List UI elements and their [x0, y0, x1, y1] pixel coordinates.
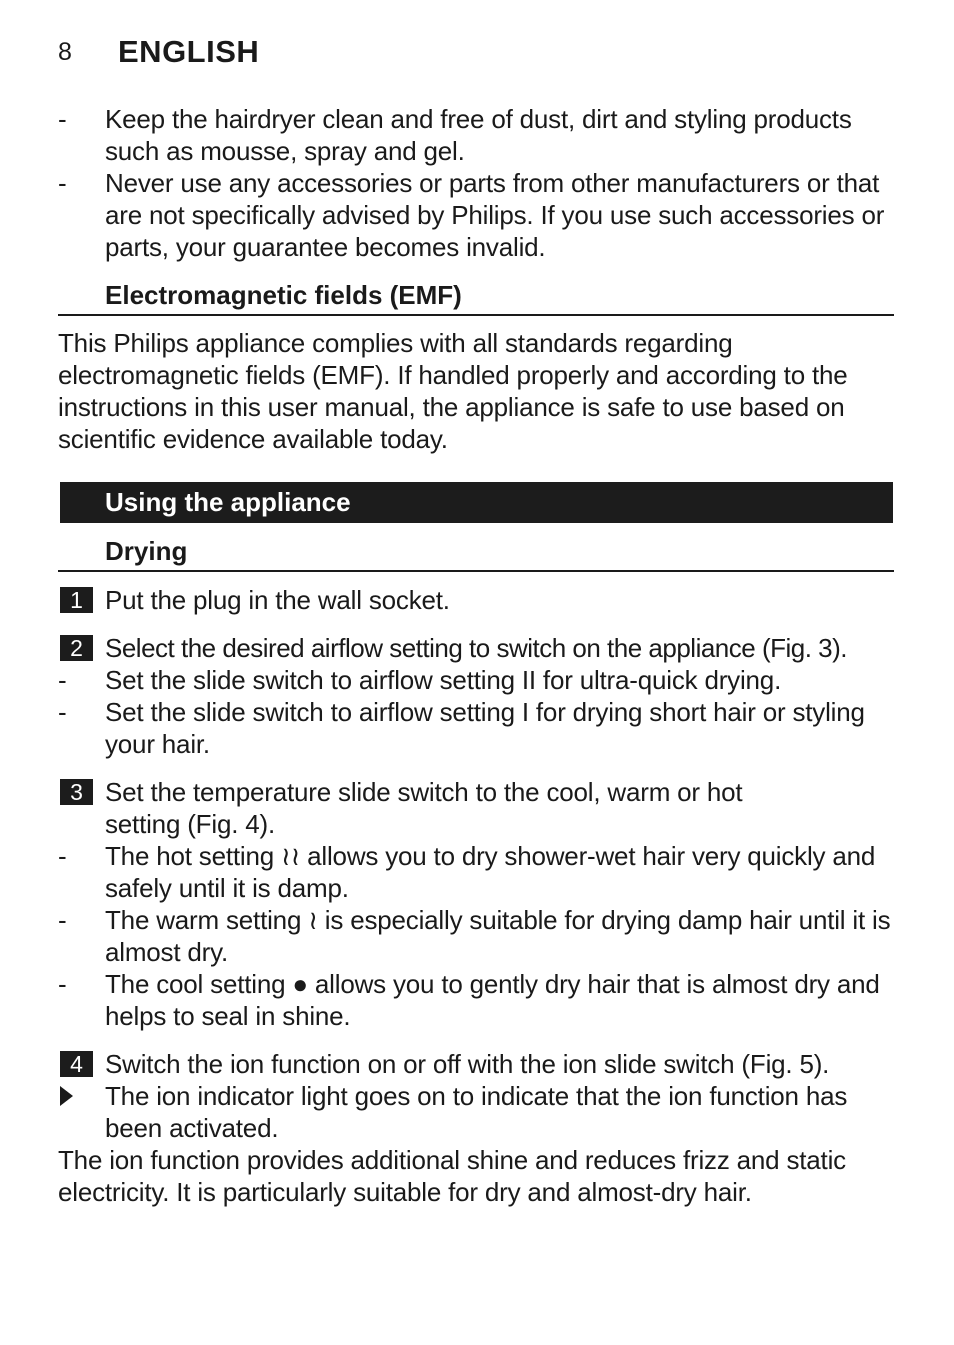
bullet-text: The warm setting ≀ is especially suitable for drying damp hair until it is almost dry. [105, 905, 891, 967]
bullet-text: Set the slide switch to airflow setting II for ultra-quick drying. [105, 665, 782, 695]
bullet-text: The cool setting ● allows you to gently dry hair that is almost dry and helps to seal in shine. [105, 969, 880, 1031]
result-text: The ion indicator light goes on to indicate that the ion function has been activated. [105, 1081, 848, 1143]
list-item [58, 664, 894, 696]
bullet-dash: - [58, 841, 67, 871]
list-item [58, 904, 894, 968]
bullet-dash: - [58, 665, 67, 695]
bullet-dash: - [58, 697, 67, 727]
emf-heading-text: Electromagnetic fields (EMF) [105, 280, 462, 310]
step-2 [58, 632, 896, 664]
bullet-dash: - [58, 905, 67, 935]
step-text: Select the desired airflow setting to switch on the appliance (Fig. 3). [105, 633, 848, 663]
page-number: 8 [58, 38, 72, 66]
step-result [58, 1080, 896, 1144]
step-number: 4 [60, 1051, 93, 1077]
bullet-text: The hot setting ≀≀ allows you to dry shower-wet hair very quickly and safely until it is damp. [105, 841, 876, 903]
drying-subheading [58, 535, 894, 572]
step-text: Switch the ion function on or off with the ion slide switch (Fig. 5). [105, 1049, 830, 1079]
drying-heading-text: Drying [105, 536, 188, 566]
emf-paragraph: This Philips appliance complies with all standards regarding electromagnetic fields (EMF). If handled properly and according to the instructions in this user manual, the appliance is safe to use based on scientific evidence available today. [58, 328, 848, 454]
step-number: 3 [60, 779, 93, 805]
bullet-text: Set the slide switch to airflow setting I for drying short hair or styling your hair. [105, 697, 865, 759]
bullet-dash: - [58, 969, 67, 999]
bullet-text: Never use any accessories or parts from other manufacturers or that are not specifically advised by Philips. If you use such accessories or parts, your guarantee becomes invalid. [105, 168, 885, 262]
step-3 [58, 776, 896, 840]
step-1 [58, 584, 896, 616]
step-text: Put the plug in the wall socket. [105, 585, 450, 615]
result-arrow-icon [60, 1086, 73, 1106]
bullet-dash: - [58, 104, 67, 134]
step-4 [58, 1048, 896, 1080]
bullet-text: Keep the hairdryer clean and free of dust, dirt and styling products such as mousse, spray and gel. [105, 104, 852, 166]
list-item [58, 696, 894, 760]
bullet-dash: - [58, 168, 67, 198]
language-heading: ENGLISH [118, 34, 260, 69]
step-number: 1 [60, 587, 93, 613]
list-item [58, 968, 894, 1032]
step-number: 2 [60, 635, 93, 661]
list-item [58, 103, 894, 167]
list-item [58, 167, 894, 263]
closing-paragraph: The ion function provides additional shine and reduces frizz and static electricity. It is particularly suitable for dry and almost-dry hair. [58, 1145, 846, 1207]
section-title: Using the appliance [105, 487, 351, 517]
emf-subheading [58, 279, 894, 316]
section-title-bar [60, 482, 893, 523]
step-text: Set the temperature slide switch to the cool, warm or hot setting (Fig. 4). [105, 777, 743, 839]
list-item [58, 840, 894, 904]
